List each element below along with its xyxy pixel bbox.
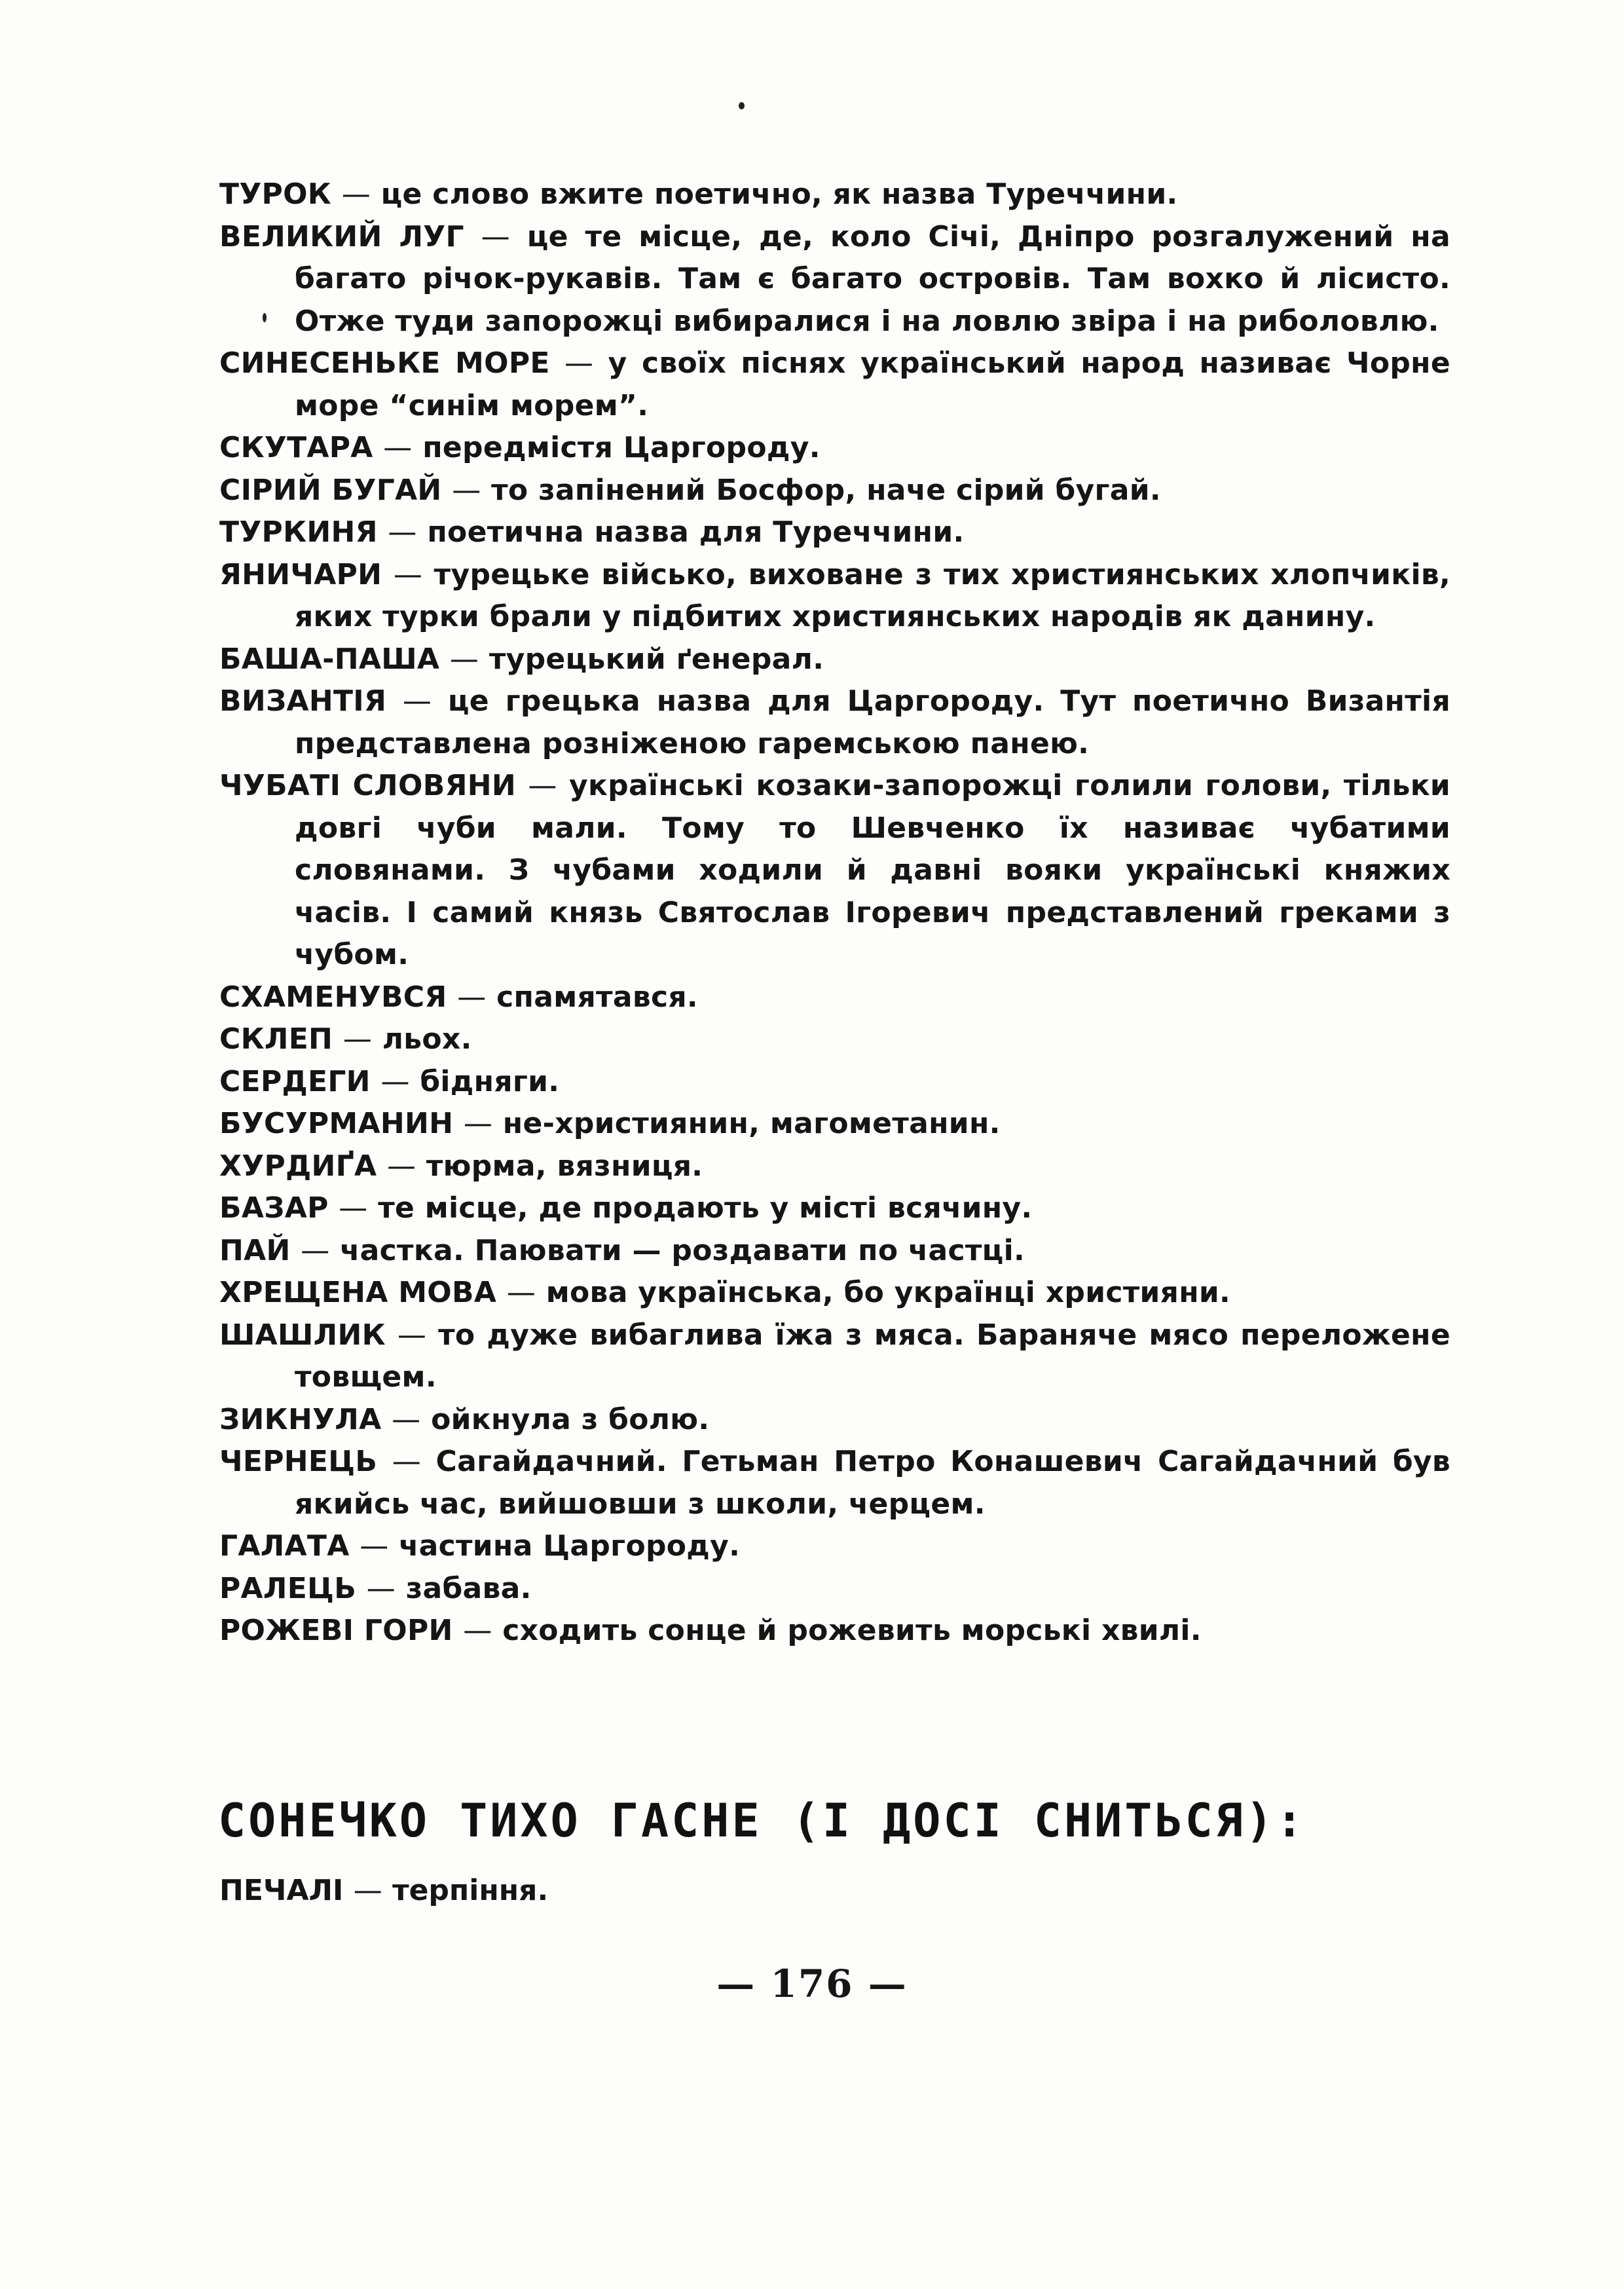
glossary-entry: [219, 1145, 1450, 1188]
entry-definition: українські козаки-запорожці голили голови, тільки довгі чуби мали. Тому то Шевченко їх називає чубатими словянами. З чубами ходили й давні вояки українські княжих часів. І самий князь Святослав Ігоревич представлений греками з чубом.: [295, 769, 1451, 971]
entry-separator: —: [380, 1064, 410, 1098]
glossary-entry: [219, 554, 1450, 639]
section-entries-list: [219, 1870, 1450, 1912]
entry-term: ЧУБАТІ СЛОВЯНИ: [219, 769, 516, 802]
entry-definition: забава.: [405, 1571, 532, 1605]
entry-definition: це слово вжите поетично, як назва Туреччини.: [380, 177, 1178, 211]
entry-definition: частина Царгороду.: [399, 1529, 741, 1563]
entry-definition: те місце, де продають у місті всячину.: [378, 1191, 1033, 1225]
glossary-list: [219, 174, 1450, 1652]
entry-term: РАЛЕЦЬ: [219, 1571, 357, 1605]
entry-separator: —: [393, 557, 423, 591]
entry-definition: це грецька назва для Царгороду. Тут поетично Византія представлена розніженою гаремською панею.: [295, 684, 1450, 760]
entry-definition: то запінений Босфор, наче сірий бугай.: [491, 473, 1161, 507]
entry-separator: —: [449, 642, 479, 676]
entry-definition: тюрма, вязниця.: [426, 1149, 703, 1183]
glossary-entry: [219, 1314, 1450, 1399]
entry-separator: —: [452, 473, 481, 507]
entry-definition: турецький ґенерал.: [489, 642, 824, 676]
glossary-entry: [219, 1061, 1450, 1104]
entry-term: ВЕЛИКИЙ ЛУГ: [219, 219, 464, 253]
entry-separator: —: [353, 1874, 382, 1907]
entry-separator: —: [402, 684, 432, 718]
entry-term: СІРИЙ БУГАЙ: [219, 473, 442, 507]
entry-term: СЕРДЕГИ: [219, 1064, 371, 1098]
glossary-entry: [219, 1525, 1450, 1568]
glossary-entry: [219, 977, 1450, 1019]
entry-definition: частка. Паювати — роздавати по частці.: [340, 1233, 1025, 1267]
glossary-entry: [219, 1187, 1450, 1230]
entry-separator: —: [564, 346, 594, 380]
entry-separator: —: [360, 1529, 389, 1563]
entry-definition: турецьке військо, виховане з тих християнських хлопчиків, яких турки брали у підбитих християнських народів як данину.: [295, 557, 1450, 633]
entry-separator: —: [341, 177, 371, 211]
glossary-entry: [219, 174, 1450, 216]
entry-separator: —: [481, 219, 510, 253]
entry-term: ПЕЧАЛІ: [219, 1874, 344, 1907]
entry-separator: —: [301, 1233, 330, 1267]
entry-term: ЗИКНУЛА: [219, 1402, 382, 1436]
entry-separator: —: [342, 1022, 373, 1056]
glossary-entry: [219, 1230, 1450, 1273]
entry-separator: —: [392, 1402, 421, 1436]
glossary-entry: [219, 427, 1450, 470]
glossary-entry: [219, 639, 1450, 681]
section-heading: СОНЕЧКО ТИХО ГАСНЕ (І ДОСІ СНИТЬСЯ):: [218, 1794, 1306, 1848]
print-speck: [739, 102, 745, 109]
glossary-entry: [219, 1870, 1450, 1912]
entry-term: СХАМЕНУВСЯ: [219, 980, 447, 1014]
entry-separator: —: [366, 1571, 396, 1605]
entry-term: СИНЕСЕНЬКЕ МОРЕ: [219, 346, 550, 380]
glossary-entry: [219, 470, 1450, 512]
entry-separator: —: [457, 980, 487, 1014]
entry-definition: спамятався.: [496, 980, 698, 1014]
glossary-entry: [219, 1399, 1450, 1442]
entry-separator: —: [388, 515, 417, 549]
entry-separator: —: [397, 1318, 427, 1352]
entry-definition: мова українська, бо українці християни.: [545, 1276, 1231, 1309]
entry-term: СКЛЕП: [219, 1022, 333, 1056]
glossary-entry: [219, 1103, 1450, 1145]
glossary-entry: [219, 1272, 1450, 1314]
entry-term: ВИЗАНТІЯ: [219, 684, 387, 718]
entry-separator: —: [506, 1276, 536, 1309]
glossary-entry: [219, 680, 1450, 765]
glossary-entry: [219, 1018, 1450, 1061]
entry-term: ПАЙ: [219, 1233, 291, 1267]
glossary-entry: [219, 765, 1450, 977]
entry-definition: це те місце, де, коло Січі, Дніпро розгалужений на багато річок-рукавів. Там є багато островів. Там вохко й лісисто. Отже туди запорожці вибиралися і на ловлю звіра і на риболовлю.: [295, 219, 1450, 338]
entry-definition: поетична назва для Туреччини.: [427, 515, 965, 549]
entry-term: ХРЕЩЕНА МОВА: [219, 1276, 497, 1309]
entry-term: БУСУРМАНИН: [219, 1107, 454, 1140]
entry-definition: ойкнула з болю.: [431, 1402, 710, 1436]
entry-separator: —: [383, 431, 413, 464]
entry-definition: у своїх піснях український народ називає Чорне море “синім морем”.: [295, 346, 1451, 422]
entry-term: РОЖЕВІ ГОРИ: [219, 1614, 453, 1647]
entry-separator: —: [386, 1149, 416, 1183]
entry-definition: льох.: [382, 1022, 472, 1056]
entry-term: ЯНИЧАРИ: [219, 557, 382, 591]
glossary-entry: [219, 1610, 1450, 1652]
glossary-entry: [219, 1441, 1450, 1525]
entry-definition: сходить сонце й рожевить морські хвилі.: [502, 1614, 1202, 1647]
entry-term: ЧЕРНЕЦЬ: [219, 1445, 378, 1478]
glossary-entry: [219, 512, 1450, 554]
entry-separator: —: [392, 1445, 422, 1478]
entry-separator: —: [339, 1191, 368, 1225]
entry-definition: Сагайдачний. Гетьман Петро Конашевич Сагайдачний був якийсь час, вийшовши з школи, черцем.: [295, 1445, 1451, 1521]
page-number: — 176 —: [716, 1962, 908, 2006]
entry-definition: бідняги.: [420, 1064, 560, 1098]
entry-separator: —: [528, 769, 557, 802]
glossary-entry: [219, 343, 1450, 427]
entry-term: ТУРОК: [219, 177, 332, 211]
entry-definition: то дуже вибаглива їжа з мяса. Бараняче мясо переложене товщем.: [295, 1318, 1450, 1394]
entry-separator: —: [463, 1107, 493, 1140]
glossary-entry: [219, 1568, 1450, 1610]
entry-term: ШАШЛИК: [219, 1318, 386, 1352]
entry-term: ГАЛАТА: [219, 1529, 350, 1563]
glossary-entry: [219, 216, 1450, 343]
entry-definition: терпіння.: [392, 1874, 549, 1907]
entry-term: БАЗАР: [219, 1191, 329, 1225]
entry-definition: передмістя Царгороду.: [422, 431, 821, 464]
entry-term: СКУТАРА: [219, 431, 373, 464]
entry-term: ТУРКИНЯ: [219, 515, 378, 549]
entry-definition: не-християнин, магометанин.: [502, 1107, 1001, 1140]
entry-term: ХУРДИҐА: [219, 1149, 377, 1183]
entry-term: БАША-ПАША: [219, 642, 440, 676]
entry-separator: —: [463, 1614, 492, 1647]
